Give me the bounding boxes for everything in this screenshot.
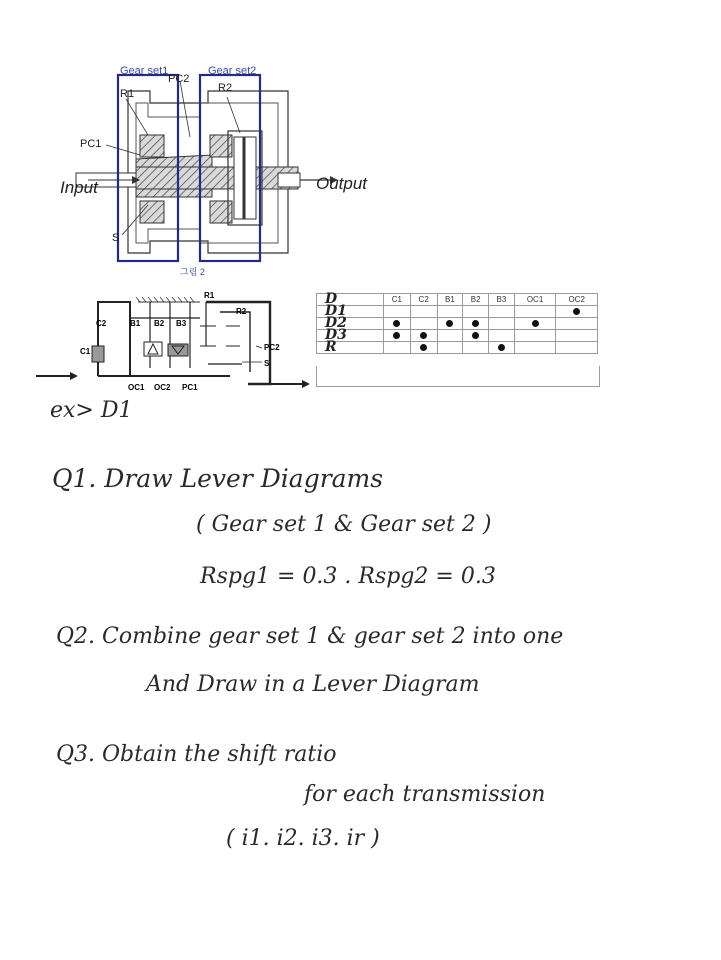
table-cell [514,342,556,354]
table-cell [463,342,489,354]
b1-label: B1 [130,319,141,328]
center-shaft [136,167,298,189]
figure-caption: 그림 2 [180,267,205,277]
table-cell [514,318,556,330]
col-oc1: OC1 [514,294,556,306]
row-label: R [317,342,384,354]
table-cell [556,330,598,342]
table-cell [489,342,515,354]
engaged-dot [573,308,580,315]
table-note-area [316,366,600,387]
table-cell [384,318,411,330]
engaged-dot [472,320,479,327]
col-c1: C1 [384,294,411,306]
q2-line2: And Draw in a Lever Diagram [146,672,480,697]
engaged-dot [393,320,400,327]
engaged-dot [446,320,453,327]
r2-label: R2 [218,82,233,94]
engaged-dot [498,344,505,351]
input-label: Input [60,178,98,197]
table-cell [489,330,515,342]
shift-element-table [316,293,598,354]
gear-set2-label: Gear set2 [208,65,257,77]
table-cell [410,342,437,354]
gearset-cross-section-diagram [40,55,380,280]
table-row [317,330,598,342]
engaged-dot [420,332,427,339]
pc1-label: PC1 [182,383,198,392]
row-label: D2 [317,318,384,330]
q3-line2: for each transmission [304,782,546,807]
col-c2: C2 [410,294,437,306]
pinion-top-1 [140,135,164,157]
table-corner: D [317,294,384,306]
q3-line1: Q3. Obtain the shift ratio [56,742,337,767]
row-label: D3 [317,330,384,342]
pinion-top-2 [210,135,232,157]
oc2-label: OC2 [154,383,171,392]
gear-set1-label: Gear set1 [120,65,169,77]
table-cell [463,318,489,330]
pinion-bot-1 [140,201,164,223]
table-cell [384,306,411,318]
col-b1: B1 [437,294,463,306]
engaged-dot [532,320,539,327]
engaged-dot [420,344,427,351]
r1-label: R1 [204,291,215,300]
table-cell [410,306,437,318]
col-oc2: OC2 [556,294,598,306]
pc2-label: PC2 [264,343,280,352]
table-cell [437,342,463,354]
s-label: S [112,232,120,244]
b3-label: B3 [176,319,187,328]
output-shaft [278,173,300,187]
c1-clutch [92,346,104,362]
s-label: S [264,359,270,368]
col-b2: B2 [463,294,489,306]
oc1-label: OC1 [128,383,145,392]
table-cell [437,318,463,330]
q1-line3: Rspg1 = 0.3 . Rspg2 = 0.3 [200,564,496,589]
table-cell [384,342,411,354]
b2-label: B2 [154,319,165,328]
table-cell [556,342,598,354]
table-cell [556,318,598,330]
row-label: D1 [317,306,384,318]
r1-label: R1 [120,88,135,100]
r2-label: R2 [236,307,247,316]
table-cell [514,306,556,318]
c1-label: C1 [80,347,91,356]
table-row [317,342,598,354]
table-header-row [317,294,598,306]
output-label: Output [316,174,368,193]
q1-line2: ( Gear set 1 & Gear set 2 ) [196,512,492,537]
engaged-dot [472,332,479,339]
table-cell [489,306,515,318]
c2-label: C2 [96,319,107,328]
q1-line1: Q1. Draw Lever Diagrams [52,464,384,493]
transmission-stick-diagram [30,288,310,398]
pc1-label: PC1 [80,138,102,150]
example-note: ex> D1 [50,398,133,423]
table-row [317,306,598,318]
table-cell [463,306,489,318]
pinion-bot-2 [210,201,232,223]
engaged-dot [393,332,400,339]
table-cell [437,306,463,318]
table-row [317,318,598,330]
table-cell [410,318,437,330]
pc2-label: PC2 [168,73,190,85]
table-cell [556,306,598,318]
table-cell [514,330,556,342]
table-cell [489,318,515,330]
col-b3: B3 [489,294,515,306]
table-cell [437,330,463,342]
table-cell [384,330,411,342]
table-cell [463,330,489,342]
q2-line1: Q2. Combine gear set 1 & gear set 2 into one [56,624,564,649]
q3-line3: ( i1. i2. i3. ir ) [226,826,380,851]
table-cell [410,330,437,342]
